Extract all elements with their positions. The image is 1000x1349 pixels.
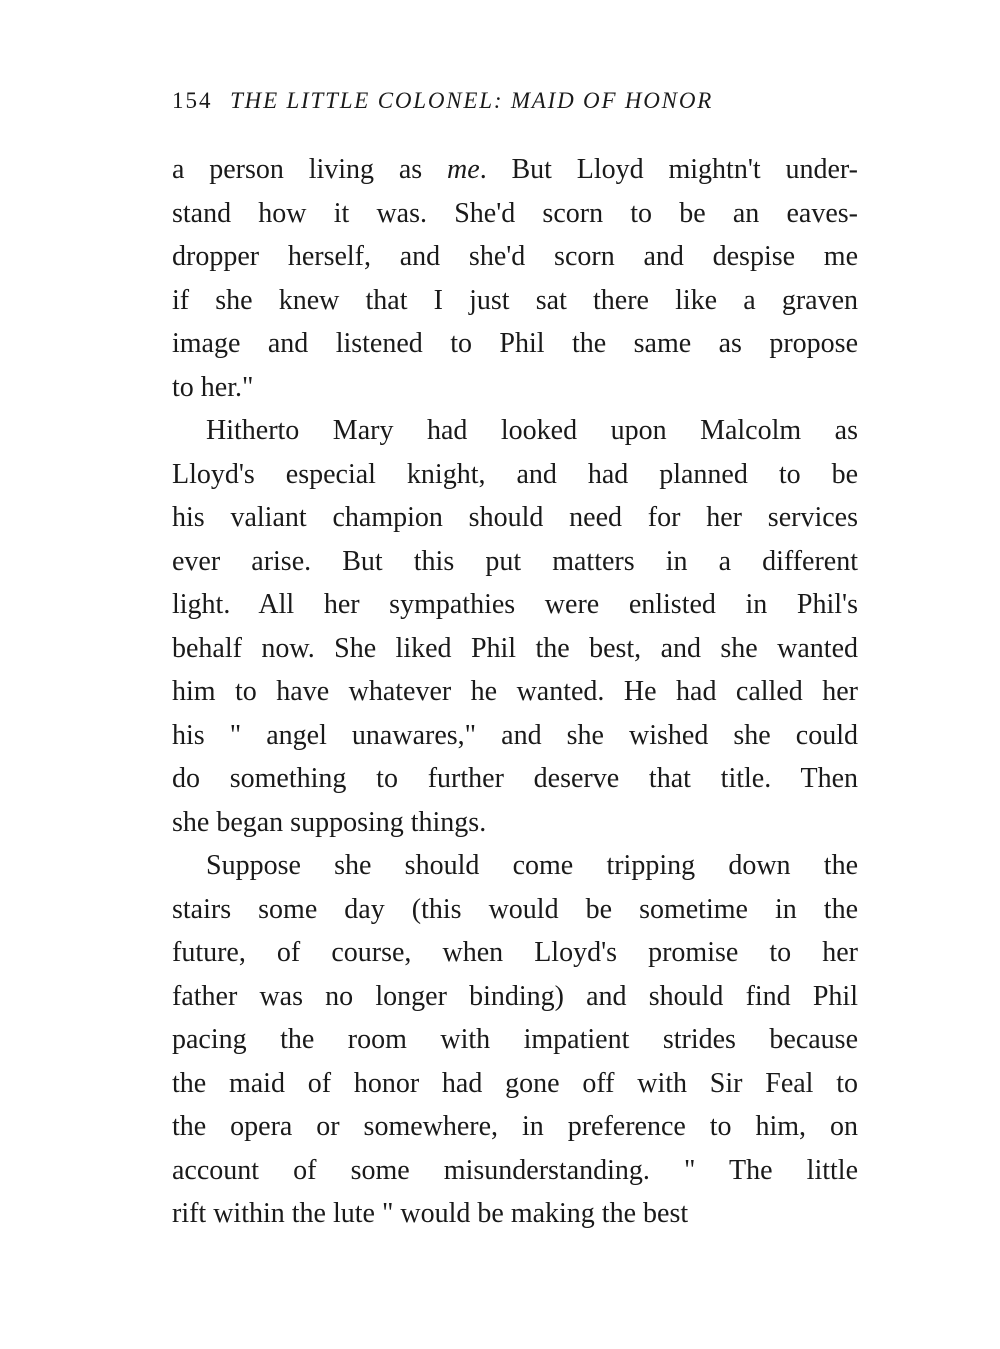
text-line — [172, 888, 858, 932]
text-line — [172, 583, 858, 627]
text-line — [172, 1192, 858, 1236]
text-line — [172, 192, 858, 236]
paragraph — [172, 148, 858, 409]
text-line — [172, 1018, 858, 1062]
text-segment: light. All her sympathies were enlisted in Phil's — [172, 589, 858, 620]
text-line — [172, 757, 858, 801]
text-line — [172, 801, 858, 845]
text-segment: do something to further deserve that title. Then — [172, 763, 858, 794]
text-segment: she began supposing things. — [172, 806, 487, 838]
running-title: THE LITTLE COLONEL: MAID OF HONOR — [230, 88, 714, 113]
text-segment: stand how it was. She'd scorn to be an eaves- — [172, 197, 858, 229]
text-segment: the maid of honor had gone off with Sir Feal to — [172, 1067, 858, 1099]
text-segment: account of some misunderstanding. " The little — [172, 1154, 858, 1186]
text-line — [172, 148, 858, 192]
text-segment: father was no longer binding) and should find Phil — [172, 980, 858, 1012]
paragraph — [172, 844, 858, 1236]
running-header — [172, 88, 862, 114]
page-body-text — [172, 148, 858, 1236]
text-line — [172, 279, 858, 323]
text-line — [172, 931, 858, 975]
text-segment: Lloyd's especial knight, and had planned to be — [172, 458, 858, 490]
paragraph — [172, 409, 858, 844]
text-segment: behalf now. She liked Phil the best, and she wanted — [172, 632, 858, 664]
text-segment: stairs some day (this would be sometime in the — [172, 893, 858, 925]
text-line — [172, 1105, 858, 1149]
text-line — [172, 453, 858, 497]
text-segment: him to have whatever he wanted. He had called her — [172, 676, 858, 707]
text-segment: to her." — [172, 371, 254, 403]
text-segment: rift within the lute " would be making the best — [172, 1198, 689, 1229]
text-segment: the opera or somewhere, in preference to him, on — [172, 1111, 858, 1142]
page-number: 154 — [172, 88, 213, 113]
text-line — [172, 409, 858, 453]
text-line — [172, 366, 858, 410]
text-segment: image and listened to Phil the same as propose — [172, 328, 858, 359]
text-line — [172, 714, 858, 758]
text-line — [172, 540, 858, 584]
text-segment: if she knew that I just sat there like a graven — [172, 284, 858, 316]
text-line — [172, 1062, 858, 1106]
text-segment: pacing the room with impatient strides because — [172, 1024, 858, 1055]
text-segment: Suppose she should come tripping down the — [206, 850, 858, 881]
text-line — [172, 670, 858, 714]
text-segment: ever arise. But this put matters in a different — [172, 545, 858, 577]
text-line — [172, 496, 858, 540]
text-line — [172, 627, 858, 671]
text-segment: a person living as — [172, 154, 448, 185]
text-line — [172, 1149, 858, 1193]
text-line — [172, 844, 858, 888]
text-segment: Hitherto Mary had looked upon Malcolm as — [206, 415, 858, 446]
text-line — [172, 322, 858, 366]
italic-text: me — [447, 154, 480, 185]
text-segment: his valiant champion should need for her services — [172, 502, 858, 533]
text-line — [172, 975, 858, 1019]
text-segment: his " angel unawares," and she wished she could — [172, 719, 858, 751]
text-segment: . But Lloyd mightn't under- — [479, 154, 858, 185]
text-line — [172, 235, 858, 279]
text-segment: dropper herself, and she'd scorn and despise me — [172, 241, 858, 272]
text-segment: future, of course, when Lloyd's promise to her — [172, 937, 858, 968]
